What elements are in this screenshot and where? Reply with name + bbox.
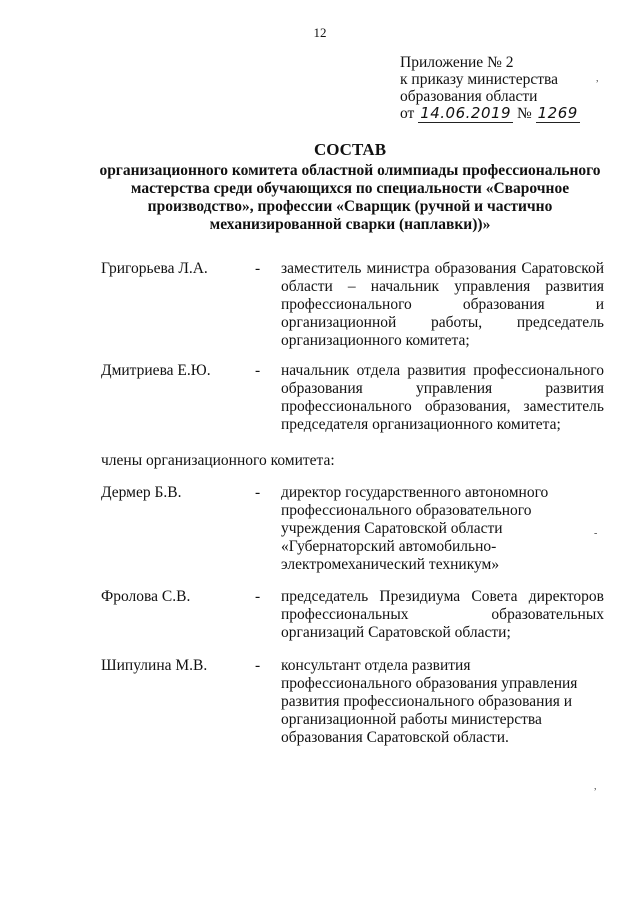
appendix-line-1: Приложение № 2 xyxy=(400,54,514,71)
person-name: Фролова С.В. xyxy=(101,588,191,605)
dash-separator: - xyxy=(255,588,261,605)
order-date: 14.06.2019 xyxy=(420,104,512,122)
person-position: консультант отдела развития профессионального образования управления развития профессионального образования и организационной работы министерства образования Саратовской области. xyxy=(281,657,578,746)
subtitle-line: механизированной сварки (наплавки))» xyxy=(209,216,491,233)
person-position: заместитель министра образования Саратовской области – начальник управления развития профессионального образования и организационной работы, председатель организационного комитета; xyxy=(281,260,604,349)
scan-speck: , xyxy=(594,781,597,792)
subtitle-line: производство», профессии «Сварщик (ручной и частично xyxy=(147,198,553,215)
person-position: директор государственного автономного профессионального образовательного учреждения Саратовской области «Губернаторский автомобильно-электромеханический техникум» xyxy=(281,484,549,573)
document-title-block xyxy=(90,141,610,234)
person-name: Дмитриева Е.Ю. xyxy=(101,362,211,379)
scan-speck: - xyxy=(594,528,598,539)
person-name: Григорьева Л.А. xyxy=(101,260,208,277)
dash-separator: - xyxy=(255,484,261,501)
appendix-line-3: образования области xyxy=(400,88,538,105)
subtitle-line: организационного комитета областной олимпиады профессионального xyxy=(99,162,601,179)
order-number: 1269 xyxy=(537,104,578,122)
appendix-date-line xyxy=(400,105,630,122)
appendix-line-2: к приказу министерства xyxy=(400,71,558,88)
dash-separator: - xyxy=(255,657,261,674)
appendix-header xyxy=(400,54,630,122)
document-title: СОСТАВ xyxy=(313,140,387,159)
person-position: начальник отдела развития профессионального образования управления развития профессионального образования, заместитель председателя организационного комитета; xyxy=(281,362,604,433)
from-label: от xyxy=(400,105,415,122)
scan-speck: , xyxy=(596,73,599,84)
dash-separator: - xyxy=(255,362,261,379)
members-label: члены организационного комитета: xyxy=(101,452,335,469)
person-name: Дермер Б.В. xyxy=(101,484,182,501)
person-name: Шипулина М.В. xyxy=(101,657,208,674)
number-label: № xyxy=(516,105,532,122)
dash-separator: - xyxy=(255,260,261,277)
subtitle-line: мастерства среди обучающихся по специальности «Сварочное xyxy=(130,180,570,197)
page-number: 12 xyxy=(313,25,327,40)
person-position: председатель Президиума Совета директоров профессиональных образовательных организаций Саратовской области; xyxy=(281,588,604,641)
document-subtitle xyxy=(90,162,610,234)
